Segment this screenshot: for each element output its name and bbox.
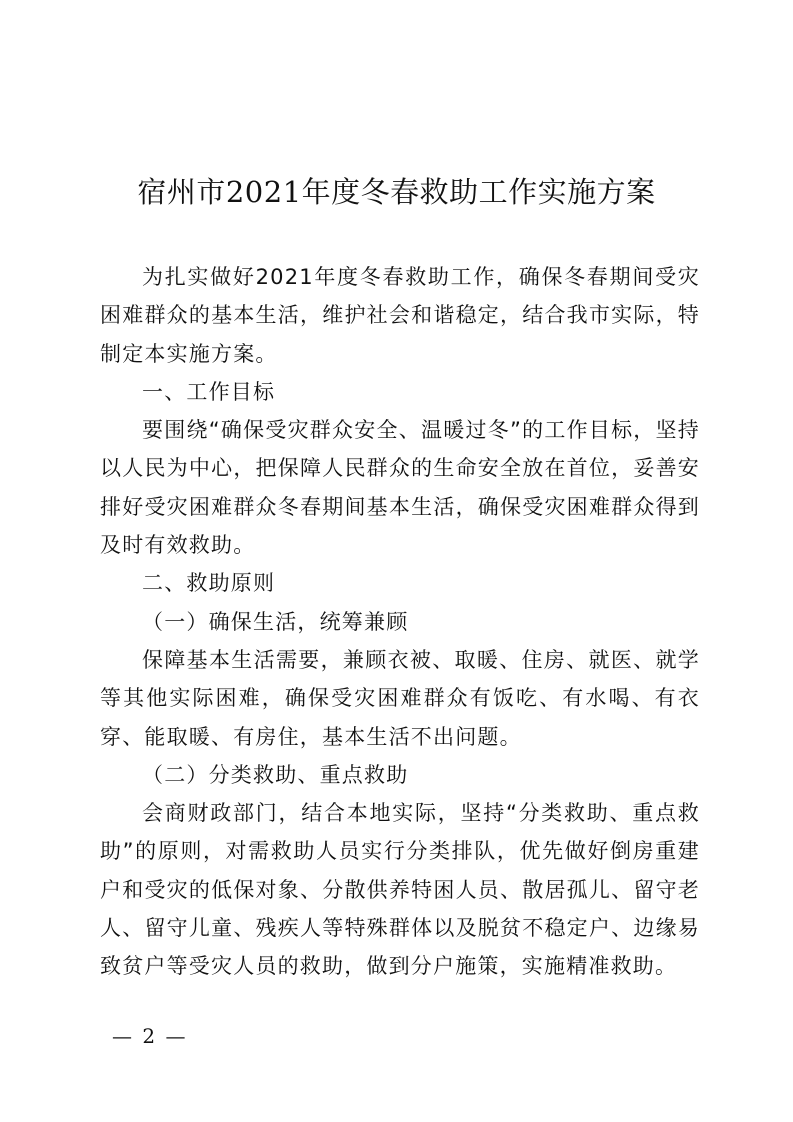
- section-heading-goals: 一、工作目标: [142, 379, 276, 404]
- document-body: [100, 258, 700, 986]
- document-title: 宿州市2021年度冬春救助工作实施方案: [137, 175, 656, 209]
- section-heading-principles: 二、救助原则: [142, 571, 276, 596]
- goals-paragraph: 要围绕“确保受灾群众安全、温暖过冬”的工作目标，坚持以人民为中心，把保障人民群众的生命安全放在首位，妥善安排好受灾困难群众冬春期间基本生活，确保受灾困难群众得到及时有效救助。: [100, 418, 700, 558]
- subsection-heading-2: （二）分类救助、重点救助: [142, 762, 409, 787]
- page-number: — 2 —: [112, 1024, 188, 1048]
- subsection-1-paragraph: 保障基本生活需要，兼顾衣被、取暖、住房、就医、就学等其他实际困难，确保受灾困难群众有饭吃、有水喝、有衣穿、能取暖、有房住，基本生活不出问题。: [100, 647, 700, 749]
- subsection-heading-1: （一）确保生活，统筹兼顾: [142, 609, 409, 634]
- subsection-2-paragraph: 会商财政部门，结合本地实际，坚持“分类救助、重点救助”的原则，对需救助人员实行分类排队，优先做好倒房重建户和受灾的低保对象、分散供养特困人员、散居孤儿、留守老人、留守儿童、残疾人等特殊群体以及脱贫不稳定户、边缘易致贫户等受灾人员的救助，做到分户施策，实施精准救助。: [100, 801, 700, 979]
- intro-paragraph: 为扎实做好2021年度冬春救助工作，确保冬春期间受灾困难群众的基本生活，维护社会和谐稳定，结合我市实际，特制定本实施方案。: [100, 265, 700, 366]
